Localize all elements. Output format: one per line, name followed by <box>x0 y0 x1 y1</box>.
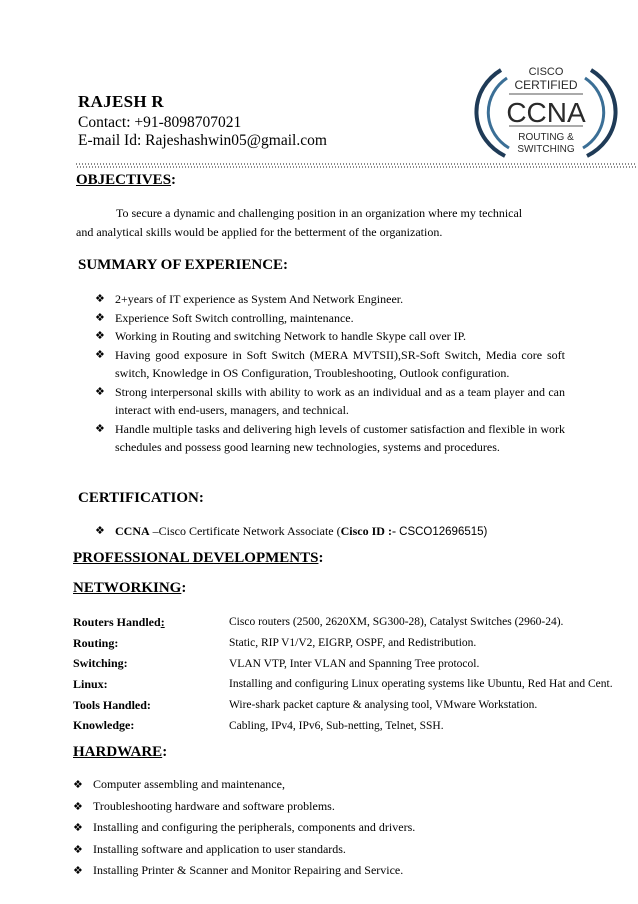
candidate-name: RAJESH R <box>78 92 164 111</box>
contact-phone: Contact: +91-8098707021 <box>78 114 242 131</box>
networking-value: Installing and configuring Linux operating systems like Ubuntu, Red Hat and Cent. <box>229 678 613 691</box>
table-row <box>73 715 613 736</box>
certification-heading: CERTIFICATION: <box>78 490 204 506</box>
summary-item: ❖ Handle multiple tasks and delivering high levels of customer satisfaction and flexible in work schedules and possess good learning new technologies, systems and procedures. <box>95 421 565 454</box>
table-row <box>73 674 613 695</box>
objectives-line1: To secure a dynamic and challenging position in an organization where my technical <box>116 206 523 220</box>
cisco-id-value: CSCO12696515 <box>395 526 484 538</box>
badge-main: CCNA <box>506 97 586 128</box>
diamond-bullet-icon: ❖ <box>95 384 105 398</box>
networking-key: Knowledge: <box>73 718 135 733</box>
diamond-bullet-icon: ❖ <box>73 821 83 834</box>
diamond-bullet-icon: ❖ <box>95 421 105 435</box>
diamond-bullet-icon: ❖ <box>95 347 105 361</box>
table-row <box>73 633 613 654</box>
diamond-bullet-icon: ❖ <box>95 310 105 324</box>
networking-key: Routers Handled: <box>73 614 165 629</box>
badge-right-arc-inner <box>583 78 604 148</box>
networking-key: Tools Handled: <box>73 697 151 712</box>
hardware-list <box>73 774 593 882</box>
summary-item: ❖ Working in Routing and switching Network to handle Skype call over IP. <box>95 327 565 346</box>
header-separator <box>76 163 636 169</box>
networking-key: Switching: <box>73 656 128 671</box>
diamond-bullet-icon: ❖ <box>73 842 83 856</box>
certification-list <box>95 522 615 542</box>
badge-sub1: ROUTING & <box>518 132 574 143</box>
table-row <box>73 695 613 716</box>
hardware-item: ❖ Installing Printer & Scanner and Monitor Repairing and Service. <box>73 860 593 882</box>
summary-list <box>95 290 565 457</box>
certification-item: ❖ CCNA –Cisco Certificate Network Associate (Cisco ID :- CSCO12696515) <box>95 522 615 542</box>
summary-item: ❖ 2+years of IT experience as System And Network Engineer. <box>95 290 565 309</box>
diamond-bullet-icon: ❖ <box>95 524 105 537</box>
ccna-badge-logo <box>471 60 621 166</box>
networking-value: VLAN VTP, Inter VLAN and Spanning Tree protocol. <box>229 657 480 670</box>
summary-item: ❖ Having good exposure in Soft Switch (MERA MVTSII),SR-Soft Switch, Media core soft switch, Knowledge in OS Configuration, Troubleshooting, Outlook configuration. <box>95 347 565 380</box>
diamond-bullet-icon: ❖ <box>73 799 83 813</box>
hardware-heading: HARDWARE: <box>73 744 168 760</box>
objectives-line2: and analytical skills would be applied for the betterment of the organization. <box>76 224 443 239</box>
networking-value: Cisco routers (2500, 2620XM, SG300-28), Catalyst Switches (2960-24). <box>229 616 564 629</box>
summary-item: ❖ Experience Soft Switch controlling, maintenance. <box>95 309 565 328</box>
networking-heading: NETWORKING: <box>73 580 187 596</box>
table-row <box>73 653 613 674</box>
networking-value: Wire-shark packet capture & analysing tool, VMware Workstation. <box>229 699 538 712</box>
badge-line1: CISCO <box>528 66 564 78</box>
summary-heading: SUMMARY OF EXPERIENCE: <box>78 257 289 273</box>
networking-value: Cabling, IPv4, IPv6, Sub-netting, Telnet, SSH. <box>229 719 444 732</box>
networking-key: Routing: <box>73 635 119 650</box>
summary-item: ❖ Strong interpersonal skills with ability to work as an individual and as a team player and can interact with end-users, managers, and technical. <box>95 384 565 417</box>
networking-value: Static, RIP V1/V2, EIGRP, OSPF, and Redistribution. <box>229 637 477 650</box>
hardware-item: ❖ Computer assembling and maintenance, <box>73 774 593 796</box>
hardware-item: ❖ Troubleshooting hardware and software problems. <box>73 796 593 818</box>
hardware-item: ❖ Installing software and application to user standards. <box>73 839 593 861</box>
badge-sub2: SWITCHING <box>517 144 575 155</box>
diamond-bullet-icon: ❖ <box>95 292 105 305</box>
table-row <box>73 612 613 633</box>
diamond-bullet-icon: ❖ <box>95 329 105 342</box>
networking-table <box>73 612 613 736</box>
objectives-heading: OBJECTIVES: <box>76 172 177 188</box>
networking-key: Linux: <box>73 676 108 691</box>
diamond-bullet-icon: ❖ <box>73 778 83 791</box>
badge-line2: CERTIFIED <box>514 78 578 92</box>
diamond-bullet-icon: ❖ <box>73 864 83 877</box>
objectives-paragraph <box>76 204 556 241</box>
hardware-item: ❖ Installing and configuring the peripherals, components and drivers. <box>73 817 593 839</box>
professional-heading: PROFESSIONAL DEVELOPMENTS: <box>73 550 324 566</box>
contact-email: E-mail Id: Rajeshashwin05@gmail.com <box>78 132 327 149</box>
